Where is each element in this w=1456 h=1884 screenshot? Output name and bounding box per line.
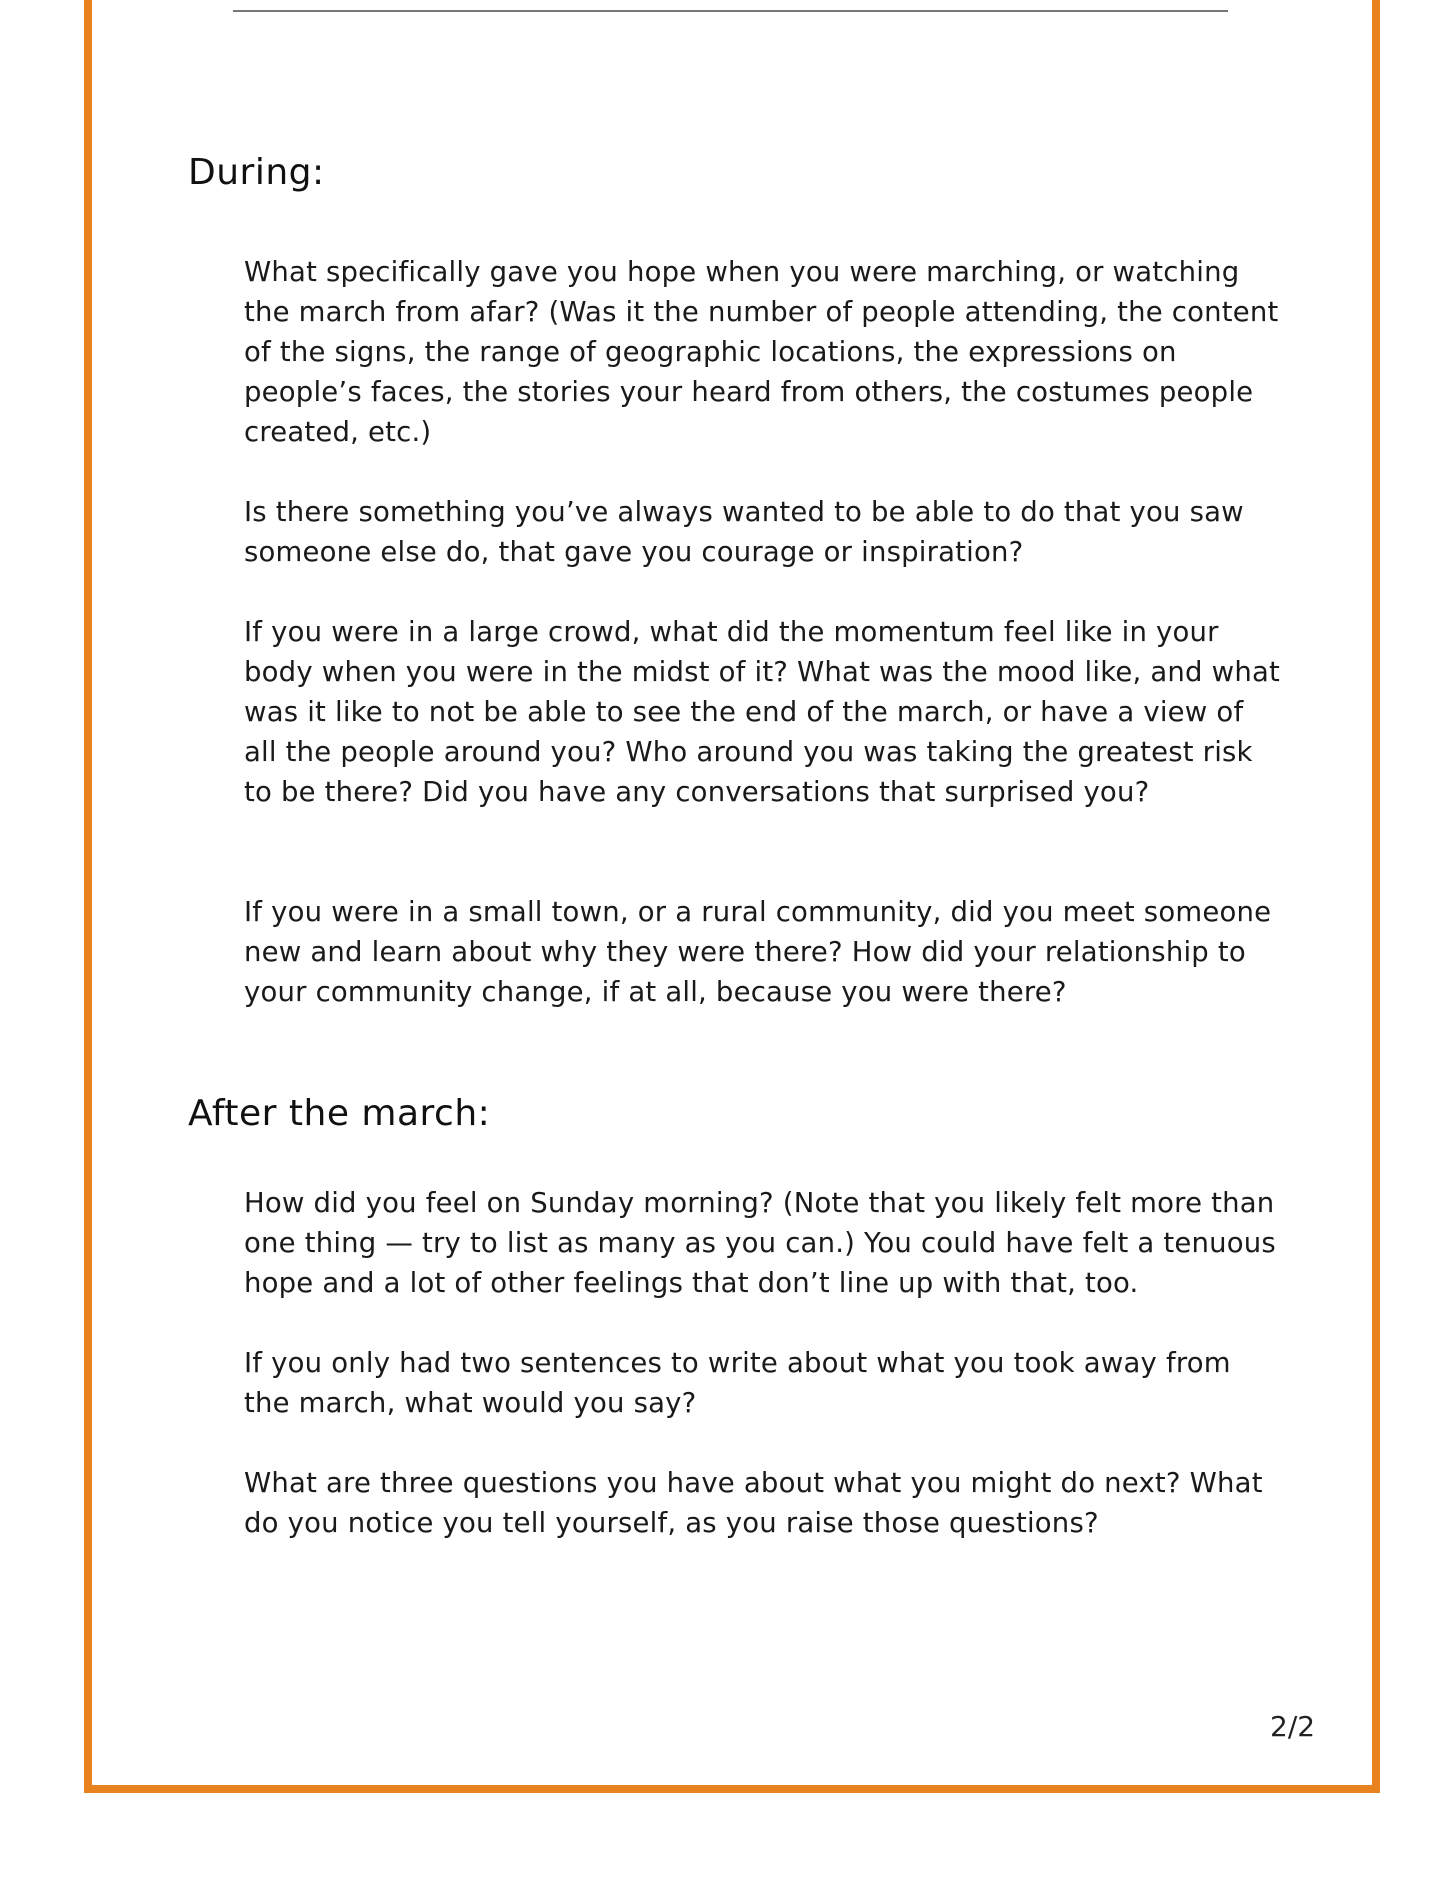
question-after-next-steps: What are three questions you have about what you might do next? What do you notice you tell yourself, as you raise those questions? [244,1467,1263,1539]
question-after-sunday-feelings: How did you feel on Sunday morning? (Note that you likely felt more than one thing — try to list as many as you can.) You could have felt a tenuous hope and a lot of other feelings that don’t line up with that, too. [244,1187,1276,1299]
question-during-hope: What specifically gave you hope when you were marching, or watching the march from afar? (Was it the number of people attending, the content of the signs, the range of geographic locations, the expressions on people’s faces, the stories your heard from others, the costumes people created, etc.) [244,256,1279,448]
question-after-two-sentences: If you only had two sentences to write about what you took away from the march, what would you say? [244,1347,1231,1419]
question-during-courage: Is there something you’ve always wanted to be able to do that you saw someone else do, that gave you courage or inspiration? [244,496,1244,568]
section-heading-after-march: After the march: [188,1093,491,1134]
question-during-small-town: If you were in a small town, or a rural community, did you meet someone new and learn about why they were there? How did your relationship to your community change, if at all, because you were there? [244,896,1272,1008]
section-heading-during: During: [188,152,325,193]
page-number: 2/2 [1270,1710,1316,1743]
top-divider [233,10,1228,12]
question-during-crowd: If you were in a large crowd, what did the momentum feel like in your body when you were in the midst of it? What was the mood like, and what was it like to not be able to see the end of the march, or have a view of all the people around you? Who around you was taking the greatest risk to be there? Did you have any conversations that surprised you? [244,616,1281,808]
